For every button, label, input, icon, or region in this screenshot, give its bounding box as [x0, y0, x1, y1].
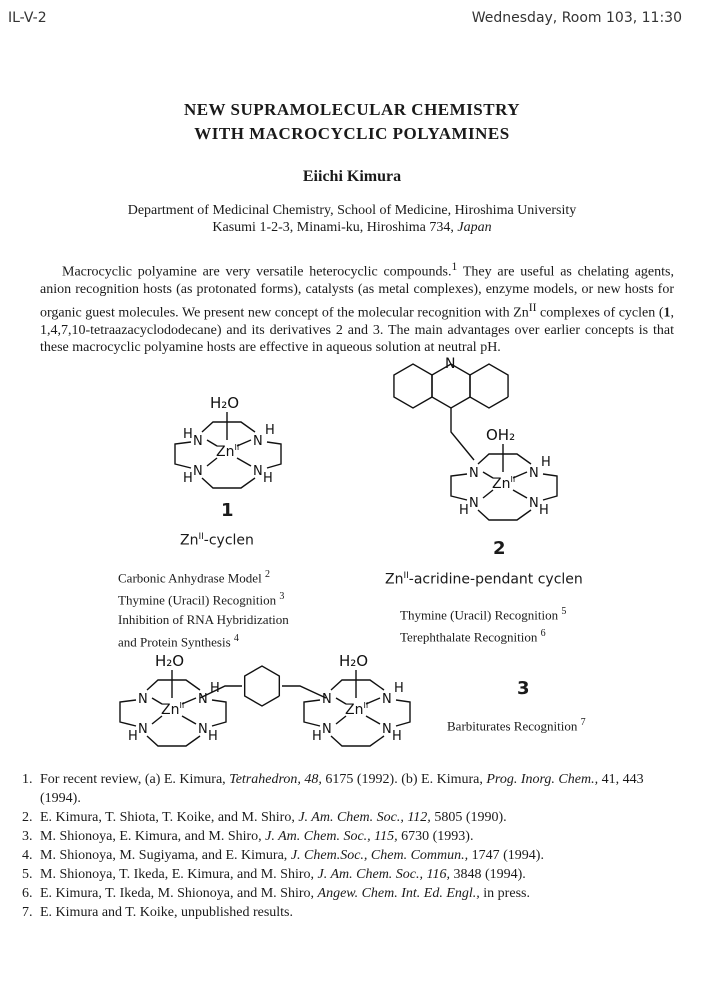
hydrogen-atom: H: [208, 729, 218, 744]
reference-item: [22, 846, 682, 865]
affiliation-line-1: Department of Medicinal Chemistry, School of Medicine, Hiroshima University: [127, 203, 577, 218]
coordination-bond: [336, 698, 346, 704]
reference-item: [22, 903, 682, 922]
benzene-ring: [394, 364, 432, 408]
zinc-atom: $Zn^{II}$: [345, 701, 369, 718]
ethylene-bridge: [147, 680, 200, 690]
water-ligand: H₂O: [210, 394, 240, 412]
reference-text: E. Kimura, T. Ikeda, M. Shionoya, and M. Shiro, Angew. Chem. Int. Ed. Engl., in press.: [40, 886, 530, 901]
coordination-bond: [366, 716, 380, 724]
address: Kasumi 1-2-3, Minami-ku, Hiroshima 734,: [212, 220, 458, 235]
reference-item: [22, 808, 682, 827]
ethylene-bridge: [331, 736, 384, 746]
coordination-bond: [207, 458, 217, 466]
reference-text: M. Shionoya, E. Kimura, and M. Shiro, J. Am. Chem. Soc., 115, 6730 (1993).: [40, 829, 474, 844]
ethylene-bridge: [175, 442, 191, 468]
nitrogen-atom: N: [382, 692, 392, 707]
ethylene-bridge: [267, 442, 281, 468]
ref-marker: 1: [451, 260, 458, 273]
reference-item: [22, 865, 682, 884]
ethylene-bridge: [478, 510, 531, 520]
compound-2-name: $Zn^{II}-acridine$-pendant cyclen: [385, 571, 583, 588]
zinc-atom: $Zn^{II}$: [492, 475, 516, 492]
oxidation-state: II: [528, 300, 537, 314]
application-label: Thymine (Uracil) Recognition $^3$: [118, 591, 285, 608]
reference-number: 7.: [22, 905, 33, 920]
abstract-text: , 1,4,7,10-tetraazacyclododecane) and its derivatives 2 and 3. The main advantages over earlier concepts is that these macrocyclic polyamine hosts are effective in aqueous solution at neutral pH.: [40, 305, 674, 356]
nitrogen-atom: N: [382, 722, 392, 737]
title-line-2: WITH MACROCYCLIC POLYAMINES: [194, 124, 510, 143]
reference-number: 3.: [22, 829, 33, 844]
nitrogen-atom: N: [193, 464, 203, 479]
reference-item: [22, 827, 682, 846]
reference-text: E. Kimura, T. Shiota, T. Koike, and M. Shiro, J. Am. Chem. Soc., 112, 5805 (1990).: [40, 810, 507, 825]
application-label: Carbonic Anhydrase Model $^2$: [118, 569, 270, 586]
zinc-atom: $Zn^{II}$: [216, 443, 240, 460]
compound-1-number: 1: [221, 500, 234, 521]
nitrogen-atom: N: [193, 434, 203, 449]
application-label: Thymine (Uracil) Recognition $^5$: [400, 606, 567, 623]
hydrogen-atom: H: [183, 427, 193, 442]
water-ligand: H₂O: [339, 652, 369, 670]
ethylene-bridge: [451, 474, 467, 500]
reference-text: E. Kimura and T. Koike, unpublished results.: [40, 905, 293, 920]
references-list: [22, 770, 682, 922]
coordination-bond: [237, 458, 251, 466]
ethylene-bridge: [120, 700, 136, 726]
reference-number: 2.: [22, 810, 33, 825]
hydrogen-atom: H: [392, 729, 402, 744]
session-time: Wednesday, Room 103, 11:30: [471, 10, 682, 26]
ethylene-bridge: [202, 478, 255, 488]
reference-number: 5.: [22, 867, 33, 882]
nitrogen-atom: N: [469, 496, 479, 511]
ethylene-bridge: [396, 700, 410, 726]
hydrogen-atom: H: [265, 423, 275, 438]
methylene-linker: [282, 686, 326, 698]
abstract-text: Macrocyclic polyamine are very versatile heterocyclic compounds.: [62, 264, 452, 280]
reference-item: [22, 770, 682, 808]
hydrogen-atom: H: [539, 503, 549, 518]
application-label: Inhibition of RNA Hybridization: [118, 611, 289, 627]
nitrogen-atom: N: [138, 692, 148, 707]
reference-item: [22, 884, 682, 903]
reference-text: M. Shionoya, T. Ikeda, E. Kimura, and M. Shiro, J. Am. Chem. Soc., 116, 3848 (1994).: [40, 867, 526, 882]
ref-marker: 2: [264, 569, 270, 580]
nitrogen-atom: N: [322, 692, 332, 707]
reference-number: 1.: [22, 772, 33, 787]
compound-1-uses: [118, 565, 289, 651]
ethylene-bridge: [543, 474, 557, 500]
benzene-ring: [245, 666, 280, 706]
nitrogen-atom: N: [253, 464, 263, 479]
ethylene-bridge: [478, 454, 531, 464]
nitrogen-atom: N: [529, 466, 539, 481]
ethylene-bridge: [331, 680, 384, 690]
ref-marker: 5: [561, 606, 567, 617]
coordination-bond: [182, 716, 196, 724]
abstract-text: complexes of cyclen (: [536, 305, 664, 321]
coordination-bond: [152, 698, 162, 704]
ethylene-bridge: [147, 736, 200, 746]
nitrogen-atom: N: [469, 466, 479, 481]
zinc-atom: $Zn^{II}$: [161, 701, 185, 718]
ref-marker: 4: [233, 632, 239, 644]
water-ligand: OH₂: [486, 426, 516, 444]
hydrogen-atom: H: [183, 471, 193, 486]
hydrogen-atom: H: [210, 681, 220, 696]
coordination-bond: [483, 472, 493, 478]
ethylene-bridge: [212, 700, 226, 726]
nitrogen-atom: N: [322, 722, 332, 737]
hydrogen-atom: H: [541, 455, 551, 470]
coordination-bond: [152, 716, 162, 724]
title-line-1: NEW SUPRAMOLECULAR CHEMISTRY: [183, 100, 521, 119]
benzene-ring: [470, 364, 508, 408]
compound-2-number: 2: [493, 538, 506, 559]
abstract-text: They are useful as chelating agents, anion recognition hosts (as protonated forms), catalysts (as metal complexes), enzyme models, or new hosts for organic guest molecules. We present new concept of the molecular recognition with Zn: [40, 264, 674, 321]
hydrogen-atom: H: [394, 681, 404, 696]
water-ligand: H₂O: [155, 652, 185, 670]
ref-marker: 3: [279, 591, 285, 603]
reference-text: For recent review, (a) E. Kimura, Tetrahedron, 48, 6175 (1992). (b) E. Kimura, Prog. Inorg. Chem., 41, 443 (1994).: [40, 772, 644, 806]
application-label: and Protein Synthesis $^4$: [118, 632, 239, 649]
reference-number: 4.: [22, 848, 33, 863]
coordination-bond: [207, 440, 217, 446]
author: Eiichi Kimura: [302, 168, 402, 185]
hydrogen-atom: H: [128, 729, 138, 744]
reference-number: 6.: [22, 886, 33, 901]
coordination-bond: [513, 490, 527, 498]
nitrogen-atom: N: [445, 356, 456, 372]
coordination-bond: [336, 716, 346, 724]
nitrogen-atom: N: [198, 692, 208, 707]
ethylene-bridge: [304, 700, 320, 726]
hydrogen-atom: H: [459, 503, 469, 518]
nitrogen-atom: N: [253, 434, 263, 449]
ref-marker: 6: [540, 628, 546, 640]
country: Japan: [457, 220, 492, 235]
compound-ref: 1: [663, 305, 671, 321]
hydrogen-atom: H: [263, 471, 273, 486]
coordination-bond: [483, 490, 493, 498]
session-code: IL-V-2: [8, 10, 47, 26]
application-label: Terephthalate Recognition $^6$: [400, 628, 546, 645]
compound-3-number: 3: [517, 678, 530, 699]
nitrogen-atom: N: [198, 722, 208, 737]
methylene-linker: [451, 408, 474, 460]
application-label: Barbiturates Recognition $^7$: [447, 717, 586, 734]
reference-text: M. Shionoya, M. Sugiyama, and E. Kimura, J. Chem.Soc., Chem. Commun., 1747 (1994).: [40, 848, 544, 863]
ref-marker: 7: [580, 717, 586, 728]
ethylene-bridge: [202, 422, 255, 432]
hydrogen-atom: H: [312, 729, 322, 744]
compound-1-name: $Zn^{II}$-cyclen: [180, 532, 254, 549]
compound-3-uses: [447, 713, 586, 735]
nitrogen-atom: N: [529, 496, 539, 511]
nitrogen-atom: N: [138, 722, 148, 737]
compound-2-uses: [400, 602, 566, 647]
